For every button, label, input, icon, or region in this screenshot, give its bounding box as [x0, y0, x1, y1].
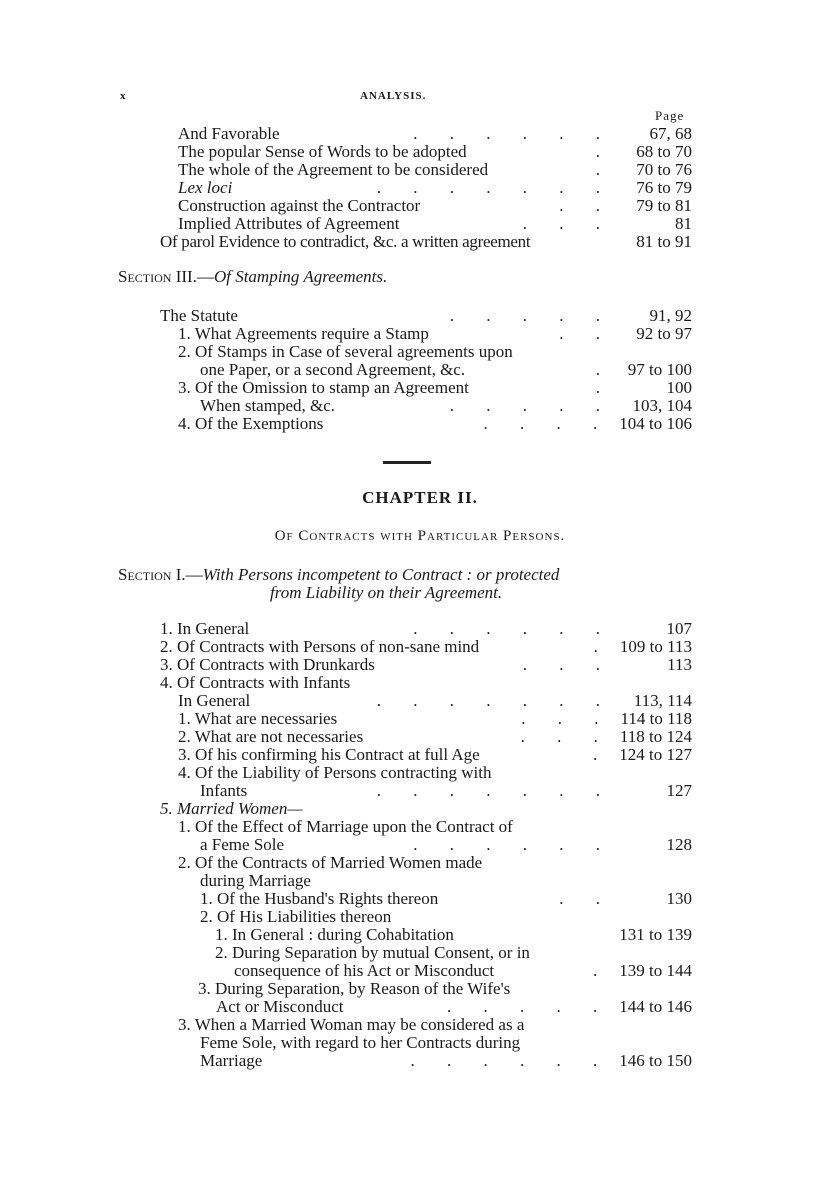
entry-text: 3. Of Contracts with Drunkards [160, 655, 375, 674]
toc-entry [178, 125, 692, 143]
page-ref: 67, 68 [649, 124, 692, 143]
page-ref: 100 [666, 378, 692, 397]
page-ref: 81 [675, 214, 692, 233]
toc-entry [178, 343, 692, 361]
toc-entry [200, 836, 692, 854]
toc-entry [178, 710, 692, 728]
section-heading: Section I.—With Persons incompetent to Contract : or protected [118, 565, 560, 584]
entry-text: during Marriage [200, 871, 311, 890]
toc-entry [215, 944, 692, 962]
toc-entry [200, 908, 692, 926]
leader-dots: . . . . . [449, 397, 614, 415]
toc-entry [234, 962, 692, 980]
chapter-title: CHAPTER II. [362, 488, 478, 507]
page-ref: 131 to 139 [619, 925, 692, 944]
entry-text: 3. When a Married Woman may be considered as a [178, 1015, 525, 1034]
page-ref: 107 [666, 619, 692, 638]
entry-text: 1. Of the Effect of Marriage upon the Contract of [178, 817, 513, 836]
toc-entry [160, 233, 692, 251]
toc-entry [160, 674, 692, 692]
leader-dots: . [593, 962, 612, 980]
toc-entry [198, 980, 692, 998]
entry-text: And Favorable [178, 124, 280, 143]
toc-entry [200, 782, 692, 800]
toc-entry [178, 728, 692, 746]
leader-dots: . . . . . . . [376, 179, 614, 197]
page-ref: 76 to 79 [636, 178, 692, 197]
chapter-subtitle: Of Contracts with Particular Persons. [274, 528, 566, 544]
leader-dots: . . . [522, 656, 614, 674]
entry-text: 1. In General [160, 619, 250, 638]
leader-dots: . . . . . [447, 998, 612, 1016]
page-ref: 81 to 91 [636, 232, 692, 251]
toc-entry [178, 818, 692, 836]
leader-dots: . [595, 143, 614, 161]
toc-entry [200, 397, 692, 415]
entry-text: 2. Of Stamps in Case of several agreements upon [178, 342, 513, 361]
leader-dots: . [593, 638, 612, 656]
leader-dots: . . . [522, 215, 614, 233]
chapter-divider-rule [383, 461, 431, 464]
toc-entry [178, 692, 692, 710]
leader-dots: . . . [521, 710, 613, 728]
toc-entry [178, 764, 692, 782]
toc-entry [178, 197, 692, 215]
entry-text: Act or Misconduct [216, 997, 344, 1016]
page-ref: 68 to 70 [636, 142, 692, 161]
page-ref: 130 [666, 889, 692, 908]
toc-entry [200, 890, 692, 908]
toc-entry [215, 926, 692, 944]
page-ref: 97 to 100 [627, 360, 692, 379]
section-title: Of Stamping Agreements. [213, 267, 388, 286]
toc-entry [216, 998, 692, 1016]
toc-entry [200, 1034, 692, 1052]
section-title-continued: from Liability on their Agreement. [270, 583, 503, 602]
leader-dots: . [593, 746, 612, 764]
toc-entry [160, 307, 692, 325]
entry-text: Lex loci [178, 178, 233, 197]
toc-entry [178, 179, 692, 197]
page-ref: 79 to 81 [636, 196, 692, 215]
leader-dots: . . . . . . [410, 1052, 612, 1070]
leader-dots: . . [559, 325, 614, 343]
entry-text: 1. Of the Husband's Rights thereon [200, 889, 439, 908]
toc-entry [178, 746, 692, 764]
page-ref: 70 to 76 [636, 160, 692, 179]
leader-dots: . . [559, 890, 614, 908]
page-ref: 144 to 146 [619, 997, 692, 1016]
page-ref: 92 to 97 [636, 324, 692, 343]
leader-dots: . . [559, 197, 614, 215]
leader-dots: . . . [520, 728, 612, 746]
toc-entry [178, 415, 692, 433]
page-ref: 113, 114 [633, 691, 692, 710]
entry-text: Implied Attributes of Agreement [178, 214, 400, 233]
entry-text: 2. Of Contracts with Persons of non-sane mind [160, 637, 480, 656]
entry-text: 1. What are necessaries [178, 709, 338, 728]
leader-dots: . . . . . [449, 307, 614, 325]
section-label: Section I. [118, 565, 186, 584]
leader-dots: . . . . [483, 415, 612, 433]
entry-text: The Statute [160, 306, 238, 325]
toc-entry [160, 620, 692, 638]
entry-text: 5. Married Women— [160, 799, 303, 818]
entry-text: 2. What are not necessaries [178, 727, 364, 746]
toc-entry [178, 143, 692, 161]
page-ref: 124 to 127 [619, 745, 692, 764]
leader-dots: . . . . . . [413, 836, 614, 854]
leader-dots: . [595, 161, 614, 179]
leader-dots: . [595, 361, 614, 379]
entry-text: 3. During Separation, by Reason of the Wife's [198, 979, 511, 998]
entry-text: The whole of the Agreement to be considered [178, 160, 489, 179]
page-ref: 127 [666, 781, 692, 800]
entry-text: one Paper, or a second Agreement, &c. [200, 360, 466, 379]
leader-dots: . . . . . . [413, 620, 614, 638]
page-ref: 139 to 144 [619, 961, 692, 980]
toc-entry [178, 1016, 692, 1034]
leader-dots: . . . . . . [413, 125, 614, 143]
entry-text: 4. Of the Liability of Persons contracting with [178, 763, 492, 782]
toc-entry [178, 161, 692, 179]
page-ref: 103, 104 [632, 396, 692, 415]
page-ref: 118 to 124 [619, 727, 692, 746]
page-column-label: Page [655, 108, 685, 123]
entry-text: Infants [200, 781, 248, 800]
entry-text: a Feme Sole [200, 835, 285, 854]
entry-text: 2. Of His Liabilities thereon [200, 907, 392, 926]
leader-dots: . . . . . . . [376, 782, 614, 800]
page-ref: 104 to 106 [619, 414, 692, 433]
running-head: ANALYSIS. [360, 90, 427, 102]
toc-entry [160, 800, 692, 818]
toc-entry [178, 215, 692, 233]
entry-text: 3. Of his confirming his Contract at full Age [178, 745, 480, 764]
toc-entry [200, 1052, 692, 1070]
toc-entry [178, 854, 692, 872]
page-ref: 91, 92 [649, 306, 692, 325]
entry-text: consequence of his Act or Misconduct [234, 961, 495, 980]
toc-entry [200, 361, 692, 379]
entry-text: Feme Sole, with regard to her Contracts during [200, 1033, 521, 1052]
page-ref: 109 to 113 [619, 637, 692, 656]
entry-text: 4. Of Contracts with Infants [160, 673, 351, 692]
page-ref: 128 [666, 835, 692, 854]
entry-text: Marriage [200, 1051, 263, 1070]
section-title: With Persons incompetent to Contract : or protected [202, 565, 560, 584]
leader-dots: . . . . . . . [376, 692, 614, 710]
entry-text: 1. In General : during Cohabitation [215, 925, 454, 944]
page-ref: 113 [667, 655, 692, 674]
entry-text: 2. Of the Contracts of Married Women made [178, 853, 483, 872]
entry-text: When stamped, &c. [200, 396, 336, 415]
entry-text: 2. During Separation by mutual Consent, or in [215, 943, 530, 962]
page-ref: 114 to 118 [620, 709, 692, 728]
toc-entry [178, 379, 692, 397]
page-numeral: x [120, 90, 127, 102]
entry-text: Construction against the Contractor [178, 196, 421, 215]
toc-entry [160, 656, 692, 674]
toc-entry [200, 872, 692, 890]
page-ref: 146 to 150 [619, 1051, 692, 1070]
section-label: Section III. [118, 267, 197, 286]
entry-text: The popular Sense of Words to be adopted [178, 142, 467, 161]
entry-text: Of parol Evidence to contradict, &c. a written agreement [160, 232, 531, 251]
entry-text: 1. What Agreements require a Stamp [178, 324, 429, 343]
entry-text: 3. Of the Omission to stamp an Agreement [178, 378, 469, 397]
section-heading: Section III.—Of Stamping Agreements. [118, 267, 388, 286]
toc-entry [178, 325, 692, 343]
entry-text: In General [178, 691, 251, 710]
entry-text: 4. Of the Exemptions [178, 414, 324, 433]
toc-entry [160, 638, 692, 656]
leader-dots: . [595, 379, 614, 397]
